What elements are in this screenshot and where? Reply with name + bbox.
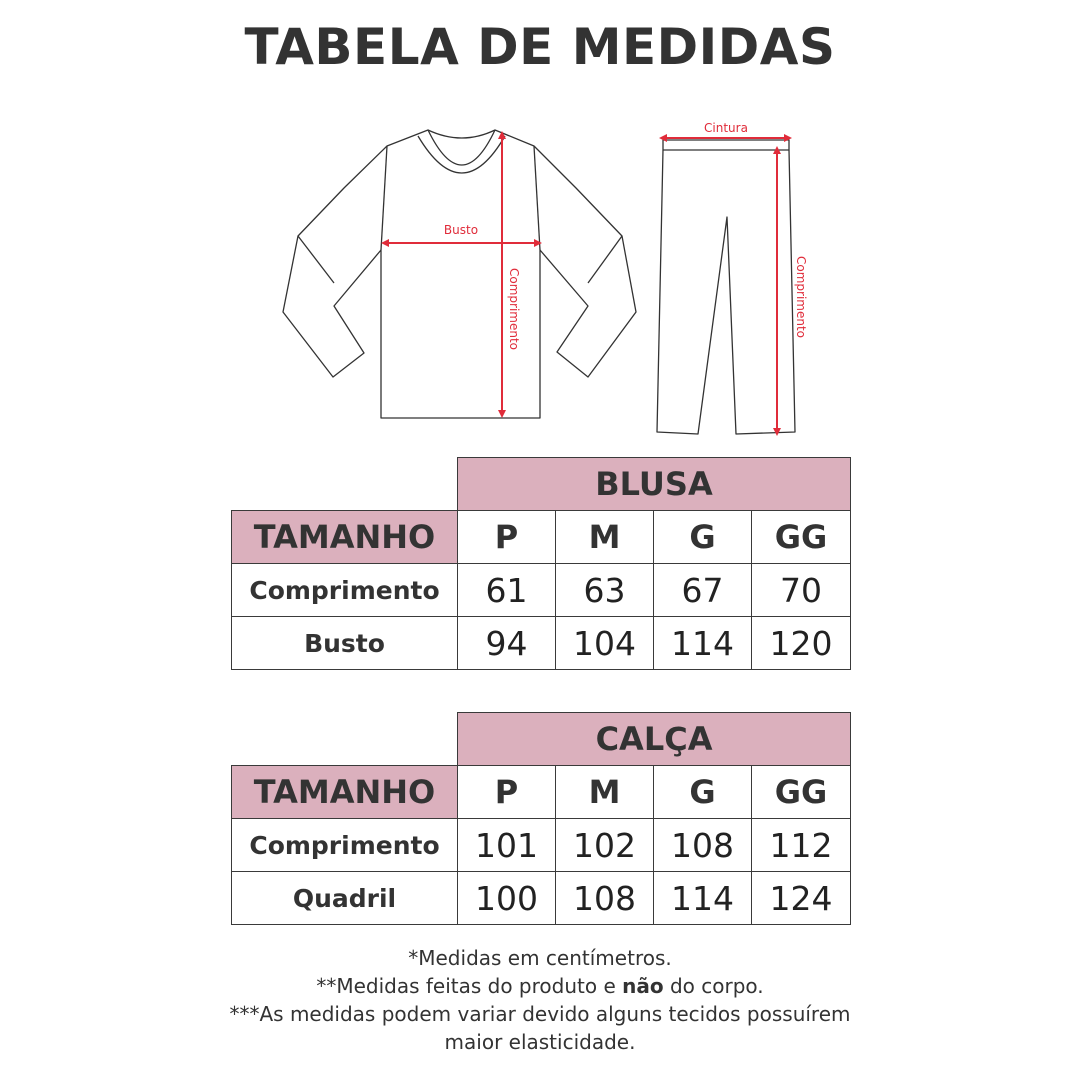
table-cell: 101: [458, 819, 556, 872]
size-header-gg: GG: [752, 766, 851, 819]
size-header-p: P: [458, 511, 556, 564]
footnote-text: **Medidas feitas do produto e: [316, 974, 623, 998]
tamanho-header: TAMANHO: [232, 766, 458, 819]
table-cell: 114: [654, 617, 752, 670]
size-header-p: P: [458, 766, 556, 819]
footnotes: [0, 944, 1080, 1056]
footnote-units: *Medidas em centímetros.: [408, 946, 672, 970]
shirt-comprimento-label: Comprimento: [507, 268, 521, 351]
size-header-m: M: [556, 511, 654, 564]
row-label-quadril: Quadril: [232, 872, 458, 925]
table-cell: 120: [752, 617, 851, 670]
busto-diagram-label: Busto: [443, 223, 479, 237]
table-cell: 61: [458, 564, 556, 617]
table-cell: 67: [654, 564, 752, 617]
table-cell: 108: [556, 872, 654, 925]
row-label-comprimento: Comprimento: [232, 819, 458, 872]
table-cell: 112: [752, 819, 851, 872]
size-header-gg: GG: [752, 511, 851, 564]
table-cell: 104: [556, 617, 654, 670]
table-row: [232, 872, 851, 925]
measurement-diagram: [0, 0, 1080, 450]
calca-size-table: [231, 712, 851, 925]
table-cell: 100: [458, 872, 556, 925]
table-cell: 63: [556, 564, 654, 617]
footnote-text: do corpo.: [663, 974, 764, 998]
cintura-diagram-label: Cintura: [704, 121, 748, 135]
table-cell: 124: [752, 872, 851, 925]
calca-table-title: CALÇA: [458, 713, 851, 766]
table-row: [232, 819, 851, 872]
table-row: [232, 564, 851, 617]
tamanho-header: TAMANHO: [232, 511, 458, 564]
shirt-illustration: [283, 130, 636, 418]
table-corner: [232, 458, 458, 511]
row-label-comprimento: Comprimento: [232, 564, 458, 617]
table-cell: 102: [556, 819, 654, 872]
blusa-table-title: BLUSA: [458, 458, 851, 511]
footnote-emphasis: não: [622, 974, 664, 998]
blusa-size-table: [231, 457, 851, 670]
row-label-busto: Busto: [232, 617, 458, 670]
footnote-variation-cont: maior elasticidade.: [444, 1030, 636, 1054]
footnote-product-measure: [0, 972, 1080, 1000]
table-cell: 70: [752, 564, 851, 617]
size-header-m: M: [556, 766, 654, 819]
size-header-g: G: [654, 511, 752, 564]
table-cell: 94: [458, 617, 556, 670]
table-cell: 108: [654, 819, 752, 872]
table-corner: [232, 713, 458, 766]
pants-illustration: [657, 140, 795, 434]
page-title: TABELA DE MEDIDAS: [244, 18, 836, 76]
table-cell: 114: [654, 872, 752, 925]
pants-comprimento-label: Comprimento: [794, 256, 808, 339]
footnote-variation: ***As medidas podem variar devido alguns tecidos possuírem: [229, 1002, 851, 1026]
size-header-g: G: [654, 766, 752, 819]
table-row: [232, 617, 851, 670]
